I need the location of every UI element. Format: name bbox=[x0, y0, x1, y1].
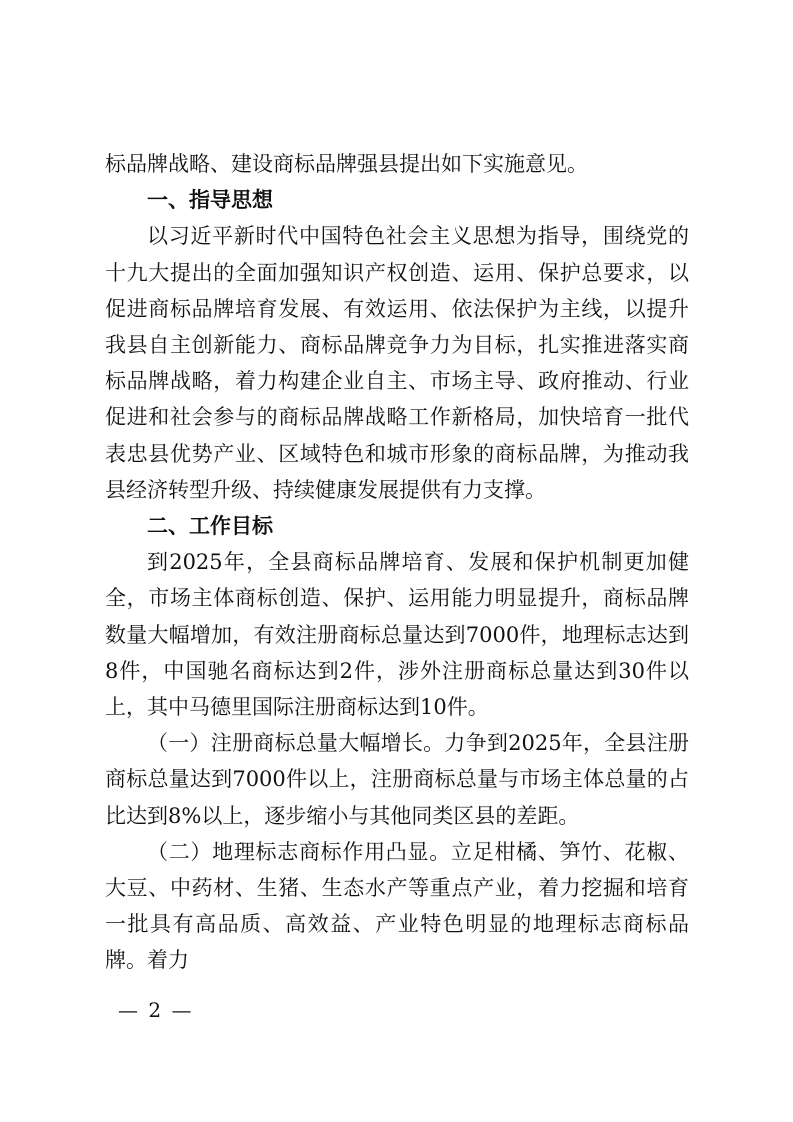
document-body bbox=[105, 146, 689, 979]
subsection-trademark-growth bbox=[105, 725, 689, 834]
section-heading-guiding-ideology: 一、指导思想 bbox=[147, 188, 273, 213]
subsection-title: （一）注册商标总量大幅增长。 bbox=[147, 731, 445, 756]
page-number: — 2 — bbox=[118, 998, 194, 1022]
work-goals-paragraph: 到2025年，全县商标品牌培育、发展和保护机制更加健全，市场主体商标创造、保护、运用能力明显提升，商标品牌数量大幅增加，有效注册商标总量达到7000件，地理标志达到8件，中国驰名商标达到2件，涉外注册商标总量达到30件以上，其中马德里国际注册商标达到10件。 bbox=[105, 550, 689, 720]
guiding-ideology-paragraph: 以习近平新时代中国特色社会主义思想为指导，围绕党的十九大提出的全面加强知识产权创造、运用、保护总要求，以促进商标品牌培育发展、有效运用、依法保护为主线，以提升我县自主创新能力、商标品牌竞争力为目标，扎实推进落实商标品牌战略，着力构建企业自主、市场主导、政府推动、行业促进和社会参与的商标品牌战略工作新格局，加快培育一批代表忠县优势产业、区域特色和城市形象的商标品牌，为推动我县经济转型升级、持续健康发展提供有力支撑。 bbox=[105, 224, 689, 502]
subsection-text: 立足柑橘、笋竹、花椒、大豆、中药材、生猪、生态水产等重点产业，着力挖掘和培育一批具有高品质、高效益、产业特色明显的地理标志商标品牌。着力 bbox=[105, 839, 690, 973]
section-heading-work-goals: 二、工作目标 bbox=[147, 514, 273, 539]
subsection-text: 力争到2025年，全县注册商标总量达到7000件以上，注册商标总量与市场主体总量的占比达到8%以上，逐步缩小与其他同类区县的差距。 bbox=[105, 731, 690, 828]
subsection-title: （二）地理标志商标作用凸显。 bbox=[147, 839, 451, 864]
continuation-paragraph: 标品牌战略、建设商标品牌强县提出如下实施意见。 bbox=[105, 152, 588, 176]
subsection-geographic-indication bbox=[105, 834, 689, 979]
